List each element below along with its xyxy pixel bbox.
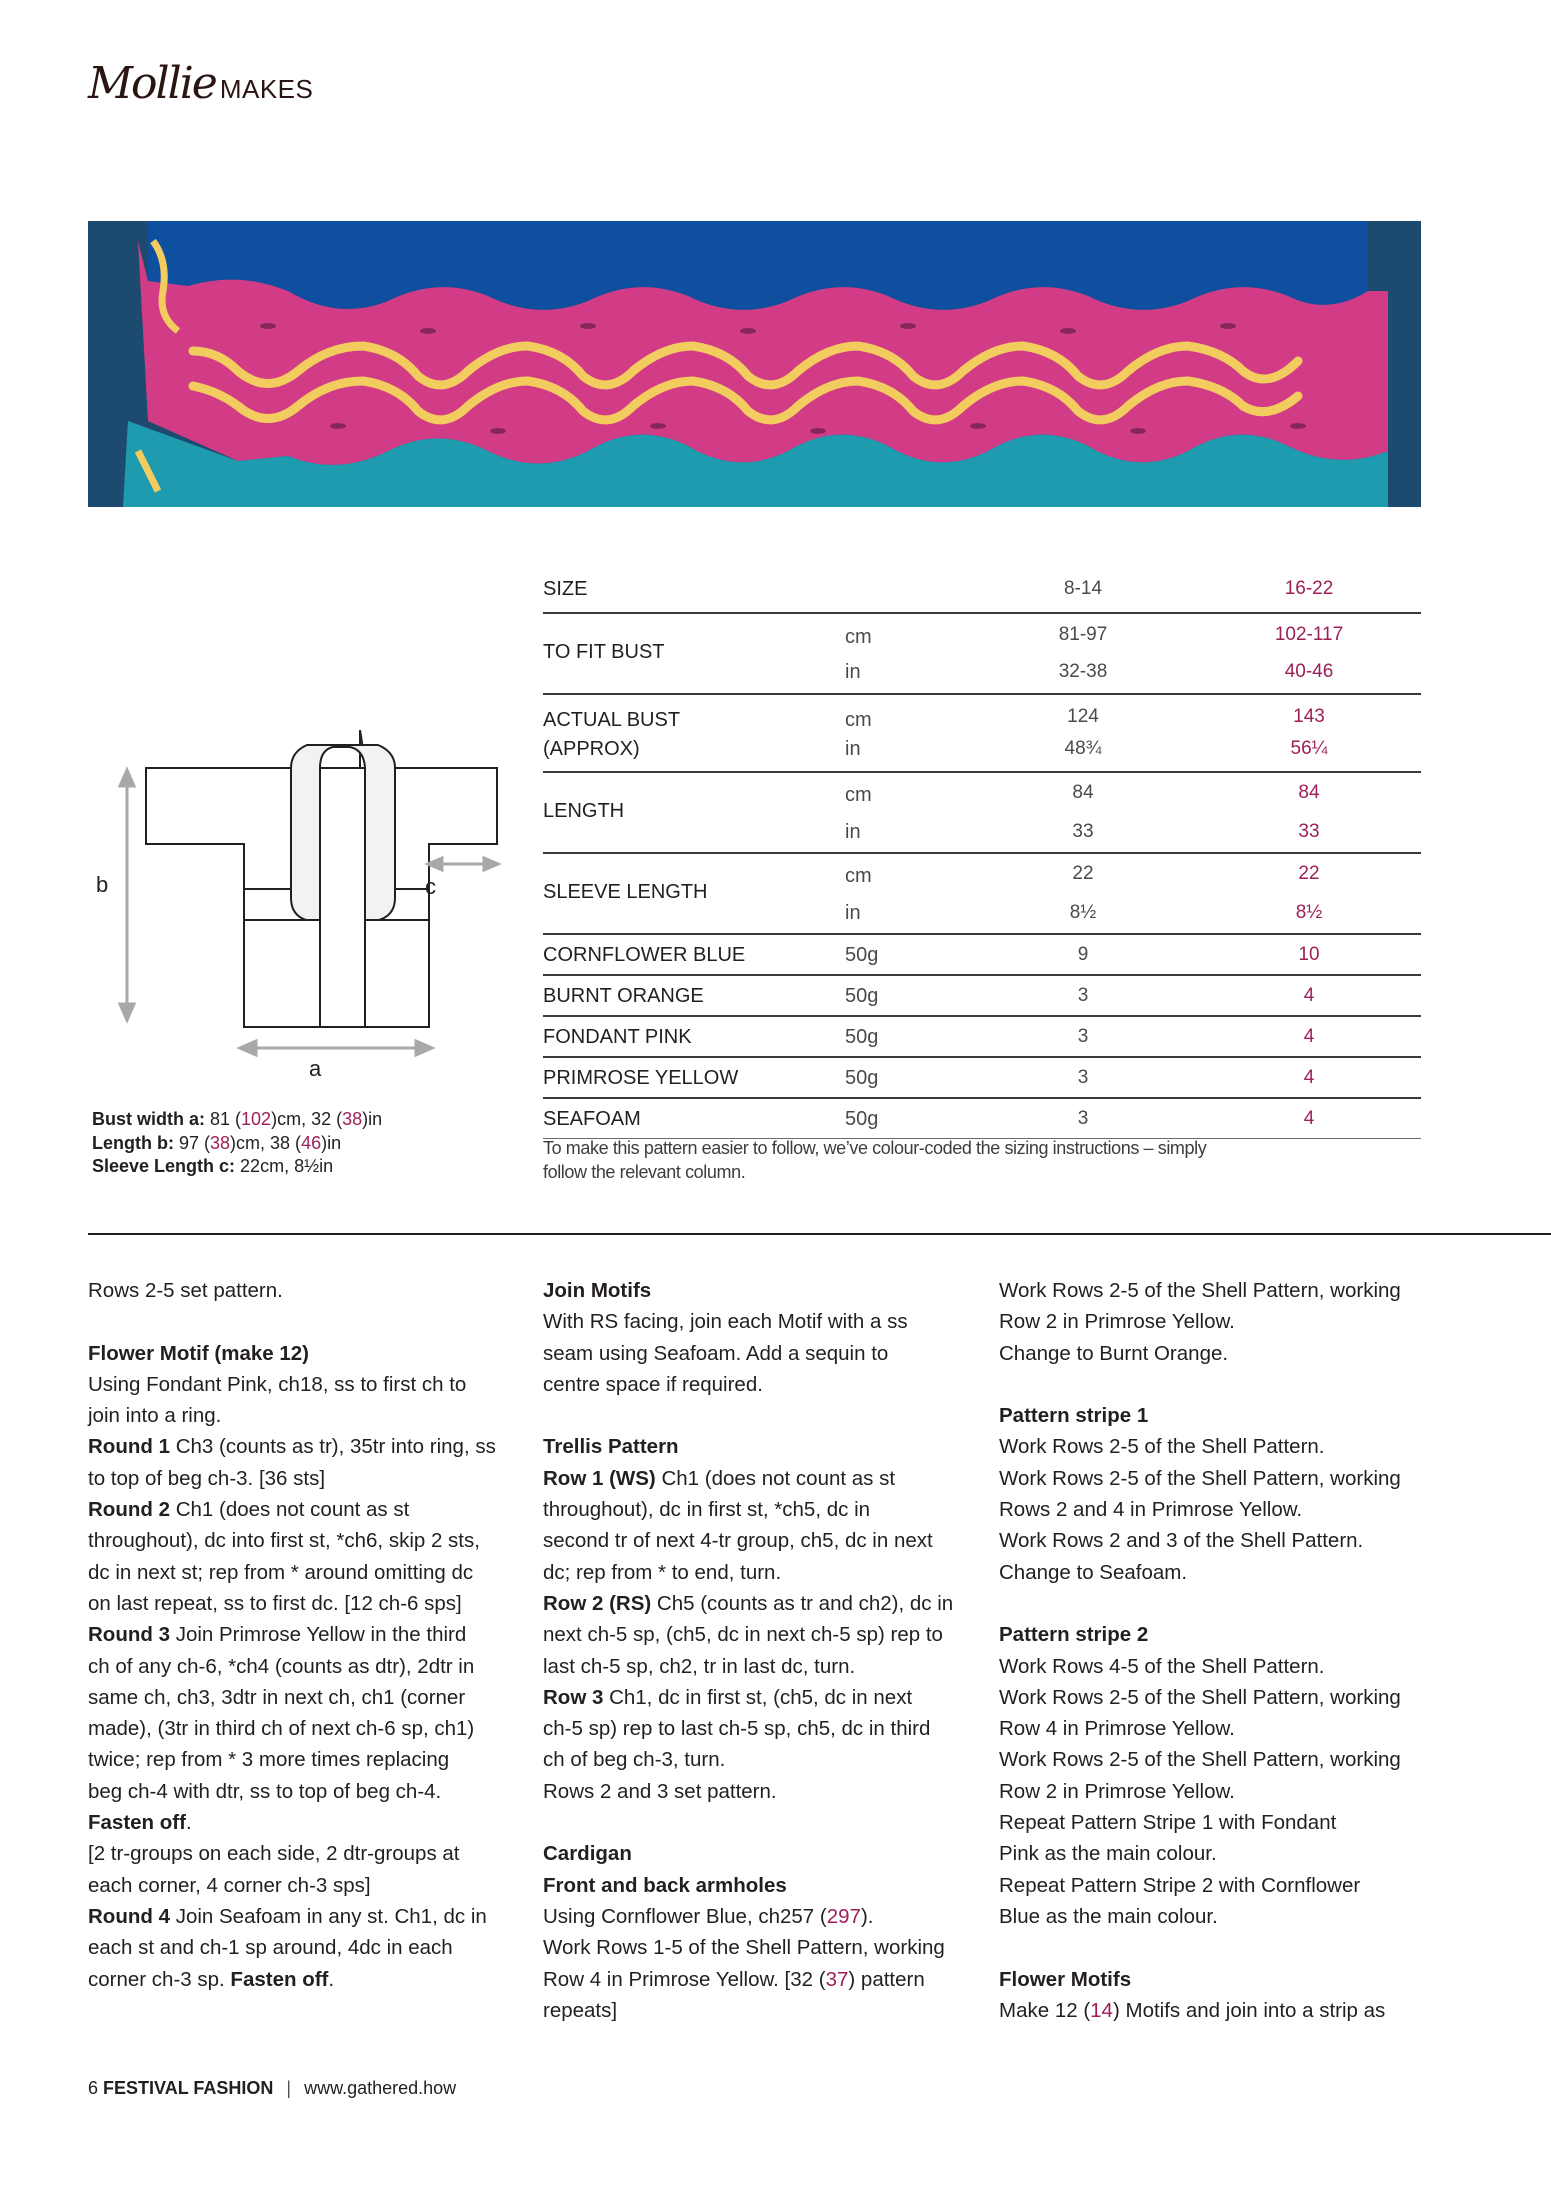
pattern-stripe-2-heading: Pattern stripe 2 bbox=[999, 1623, 1149, 1647]
yarn-row: BURNT ORANGE 50g 3 4 bbox=[543, 976, 1421, 1017]
table-row: TO FIT BUST cm 81-97 102-117 in 32-38 40-46 bbox=[543, 614, 1421, 695]
blue-stripe bbox=[148, 221, 1368, 310]
page-number: 6 bbox=[88, 2078, 104, 2098]
caption-bust: Bust width a: 81 (102)cm, 32 (38)in bbox=[92, 1109, 383, 1129]
footer-separator: | bbox=[286, 2078, 292, 2098]
section-name: FESTIVAL FASHION bbox=[103, 2078, 274, 2098]
instructions-column-2: Join Motifs With RS facing, join each Motif with a ss seam using Seafoam. Add a sequin to centre space if required. Trellis Pattern Row 1 (WS) Ch1 (does not count as st throughout), dc in first st, *ch5, dc in second tr of next 4-tr group, ch5, dc in next dc; rep from * to end, turn. Row 2 (RS) Ch5 (counts as tr and ch2), dc in next ch-5 sp, (ch5, dc in next ch-5 sp) rep to last ch-5 sp, ch2, tr in last dc, turn. Row 3 Ch1, dc in first st, (ch5, dc in next ch-5 sp) rep to last ch-5 sp, ch5, dc in third ch of beg ch-3, turn. Rows 2 and 3 set pattern. Cardigan Front and back armholes Using Cornflower Blue, ch257 (297). Work Rows 1-5 of the Shell Pattern, working Row 4 in Primrose Yellow. [32 (37) pattern repeats] bbox=[543, 1279, 954, 2022]
trellis-pattern-heading: Trellis Pattern bbox=[543, 1435, 679, 1459]
size-col2-header: 16-22 bbox=[1284, 578, 1334, 599]
magazine-logo bbox=[88, 58, 313, 108]
table-header-row bbox=[543, 560, 1421, 614]
logo-wordmark: MAKES bbox=[219, 74, 314, 104]
join-motifs-heading: Join Motifs bbox=[543, 1279, 652, 1302]
website-link[interactable]: www.gathered.how bbox=[304, 2078, 457, 2098]
section-divider bbox=[88, 1233, 1551, 1235]
page-footer bbox=[88, 2078, 456, 2099]
crochet-stitch-illustration bbox=[88, 221, 1421, 507]
caption-sleeve: Sleeve Length c: 22cm, 8½in bbox=[92, 1156, 334, 1176]
table-row: LENGTH cm 84 84 in 33 33 bbox=[543, 773, 1421, 854]
colour-coding-note: To make this pattern easier to follow, we’ve colour-coded the sizing instructions – simply follow the relevant column. bbox=[543, 1138, 1207, 1182]
crochet-stitch-photo bbox=[88, 221, 1421, 507]
armholes-heading: Front and back armholes bbox=[543, 1873, 787, 1897]
yarn-row: SEAFOAM 50g 3 4 bbox=[543, 1099, 1421, 1139]
front-opening bbox=[320, 768, 365, 1027]
measurements-caption bbox=[92, 1108, 382, 1179]
table-row: ACTUAL BUST (APPROX) cm 124 143 in 48¾ 56¼ bbox=[543, 695, 1421, 773]
instructions-column-1: Rows 2-5 set pattern. Flower Motif (make 12) Using Fondant Pink, ch18, ss to first ch to join into a ring. Round 1 Ch3 (counts as tr), 35tr into ring, ss to top of beg ch-3. [36 sts] Round 2 Ch1 (does not count as st throughout), dc into first st, *ch6, skip 2 sts, dc in next st; rep from * around omitting dc on last repeat, ss to first dc. [12 ch-6 sps] Round 3 Join Primrose Yellow in the third ch of any ch-6, *ch4 (counts as dtr), 2dtr in same ch, ch3, 3dtr in next ch, ch1 (corner made), (3tr in third ch of next ch-6 sp, ch1) twice; rep from * 3 more times replacing beg ch-4 with dtr, ss to top of beg ch-4. Fasten off. [2 tr-groups on each side, 2 dtr-groups at each corner, 4 corner ch-3 sps] Round 4 Join Seafoam in any st. Ch1, dc in each st and ch-1 sp around, 4dc in each corner ch-3 sp. Fasten off. bbox=[88, 1279, 496, 1991]
instructions-column-3: Work Rows 2-5 of the Shell Pattern, working Row 2 in Primrose Yellow. Change to Burnt Orange. Pattern stripe 1 Work Rows 2-5 of the Shell Pattern. Work Rows 2-5 of the Shell Pattern, working Rows 2 and 4 in Primrose Yellow. Work Rows 2 and 3 of the Shell Pattern. Change to Seafoam. Pattern stripe 2 Work Rows 4-5 of the Shell Pattern. Work Rows 2-5 of the Shell Pattern, working Row 4 in Primrose Yellow. Work Rows 2-5 of the Shell Pattern, working Row 2 in Primrose Yellow. Repeat Pattern Stripe 1 with Fondant Pink as the main colour. Repeat Pattern Stripe 2 with Cornflower Blue as the main colour. Flower Motifs Make 12 (14) Motifs and join into a strip as bbox=[999, 1279, 1401, 2022]
flower-motifs-heading: Flower Motifs bbox=[999, 1967, 1132, 1991]
table-row: SLEEVE LENGTH cm 22 22 in 8½ 8½ bbox=[543, 854, 1421, 935]
size-col1-header: 8-14 bbox=[1063, 578, 1103, 599]
kimono-schematic bbox=[88, 730, 518, 1080]
pattern-stripe-1-heading: Pattern stripe 1 bbox=[999, 1404, 1149, 1428]
dimension-label-c: c bbox=[425, 874, 436, 899]
flower-motif-heading: Flower Motif (make 12) bbox=[88, 1341, 309, 1365]
size-header-label: SIZE bbox=[543, 578, 588, 600]
size-table bbox=[543, 560, 1421, 1139]
yarn-row: CORNFLOWER BLUE 50g 9 10 bbox=[543, 935, 1421, 976]
logo-script: Mollie bbox=[88, 58, 216, 109]
dimension-label-b: b bbox=[96, 872, 109, 897]
garment-diagram bbox=[88, 730, 518, 1080]
yarn-row: FONDANT PINK 50g 3 4 bbox=[543, 1017, 1421, 1058]
yarn-row: PRIMROSE YELLOW 50g 3 4 bbox=[543, 1058, 1421, 1099]
cardigan-heading: Cardigan bbox=[543, 1842, 632, 1866]
dimension-label-a: a bbox=[309, 1056, 322, 1080]
caption-length: Length b: 97 (38)cm, 38 (46)in bbox=[92, 1132, 342, 1153]
